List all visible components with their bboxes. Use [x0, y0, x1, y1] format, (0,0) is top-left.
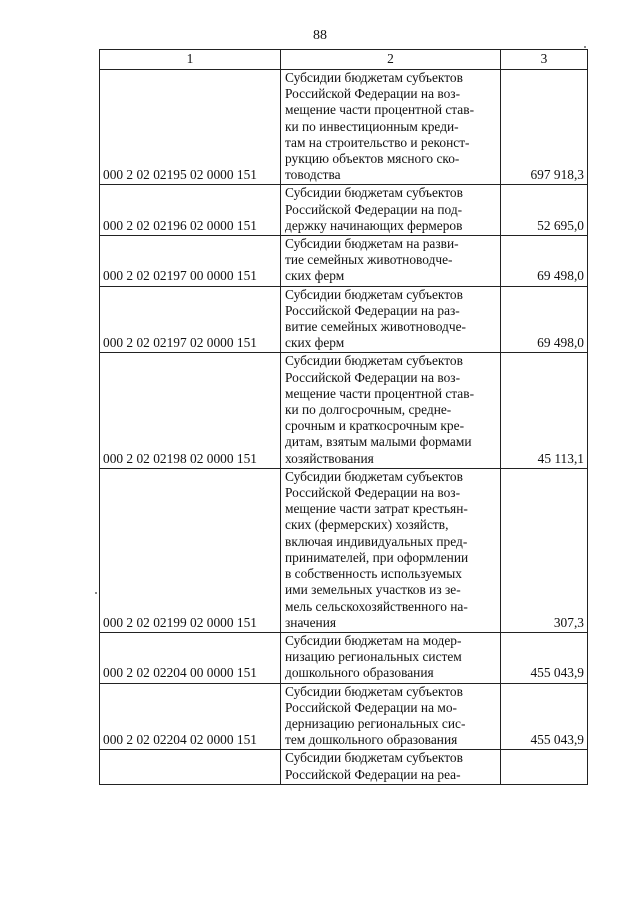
- budget-code-cell: [100, 750, 281, 784]
- amount-cell: 455 043,9: [501, 632, 588, 683]
- table-row: [100, 632, 588, 683]
- amount-cell: 69 498,0: [501, 286, 588, 353]
- table-row: [100, 353, 588, 468]
- budget-code-cell: 000 2 02 02204 02 0000 151: [100, 683, 281, 750]
- page-number: 88: [313, 28, 327, 43]
- column-header-description: 2: [281, 50, 501, 70]
- table-row: [100, 683, 588, 750]
- scan-speck: [584, 46, 586, 48]
- description-cell: Субсидии бюджетам субъектов Российской Федерации на реа-: [281, 750, 501, 784]
- table-header-row: [100, 50, 588, 70]
- amount-cell: 52 695,0: [501, 185, 588, 236]
- description-cell: Субсидии бюджетам субъектов Российской Федерации на мо- дернизацию региональных сис- тем дошкольного образования: [281, 683, 501, 750]
- budget-code-cell: 000 2 02 02195 02 0000 151: [100, 70, 281, 185]
- budget-code-cell: 000 2 02 02199 02 0000 151: [100, 468, 281, 632]
- amount-cell: 455 043,9: [501, 683, 588, 750]
- description-cell: Субсидии бюджетам субъектов Российской Федерации на под- держку начинающих фермеров: [281, 185, 501, 236]
- amount-cell: 307,3: [501, 468, 588, 632]
- description-cell: Субсидии бюджетам субъектов Российской Федерации на воз- мещение части процентной став- ки по инвестиционным креди- там на строительство и реконст- рукцию объектов мясного ско- товодства: [281, 70, 501, 185]
- amount-cell: [501, 750, 588, 784]
- column-header-amount: 3: [501, 50, 588, 70]
- description-cell: Субсидии бюджетам на разви- тие семейных животноводче- ских ферм: [281, 236, 501, 287]
- budget-code-cell: 000 2 02 02204 00 0000 151: [100, 632, 281, 683]
- table-row: [100, 236, 588, 287]
- scan-speck: [95, 592, 97, 594]
- amount-cell: 69 498,0: [501, 236, 588, 287]
- table-row: [100, 750, 588, 784]
- description-cell: Субсидии бюджетам на модер- низацию региональных систем дошкольного образования: [281, 632, 501, 683]
- column-header-code: 1: [100, 50, 281, 70]
- amount-cell: 697 918,3: [501, 70, 588, 185]
- amount-cell: 45 113,1: [501, 353, 588, 468]
- budget-table: [99, 49, 588, 785]
- description-cell: Субсидии бюджетам субъектов Российской Федерации на воз- мещение части процентной став- ки по долгосрочным, средне- срочным и краткосрочным кре- дитам, взятым малыми формами хозяйствования: [281, 353, 501, 468]
- budget-code-cell: 000 2 02 02196 02 0000 151: [100, 185, 281, 236]
- budget-code-cell: 000 2 02 02198 02 0000 151: [100, 353, 281, 468]
- table-row: [100, 468, 588, 632]
- table-row: [100, 70, 588, 185]
- table-row: [100, 286, 588, 353]
- description-cell: Субсидии бюджетам субъектов Российской Федерации на воз- мещение части затрат крестьян- ских (фермерских) хозяйств, включая индивидуальных пред- принимателей, при оформлении в собственность используемых ими земельных участков из зе- мель сельскохозяйственного на- значения: [281, 468, 501, 632]
- budget-code-cell: 000 2 02 02197 02 0000 151: [100, 286, 281, 353]
- table-row: [100, 185, 588, 236]
- budget-code-cell: 000 2 02 02197 00 0000 151: [100, 236, 281, 287]
- description-cell: Субсидии бюджетам субъектов Российской Федерации на раз- витие семейных животноводче- ских ферм: [281, 286, 501, 353]
